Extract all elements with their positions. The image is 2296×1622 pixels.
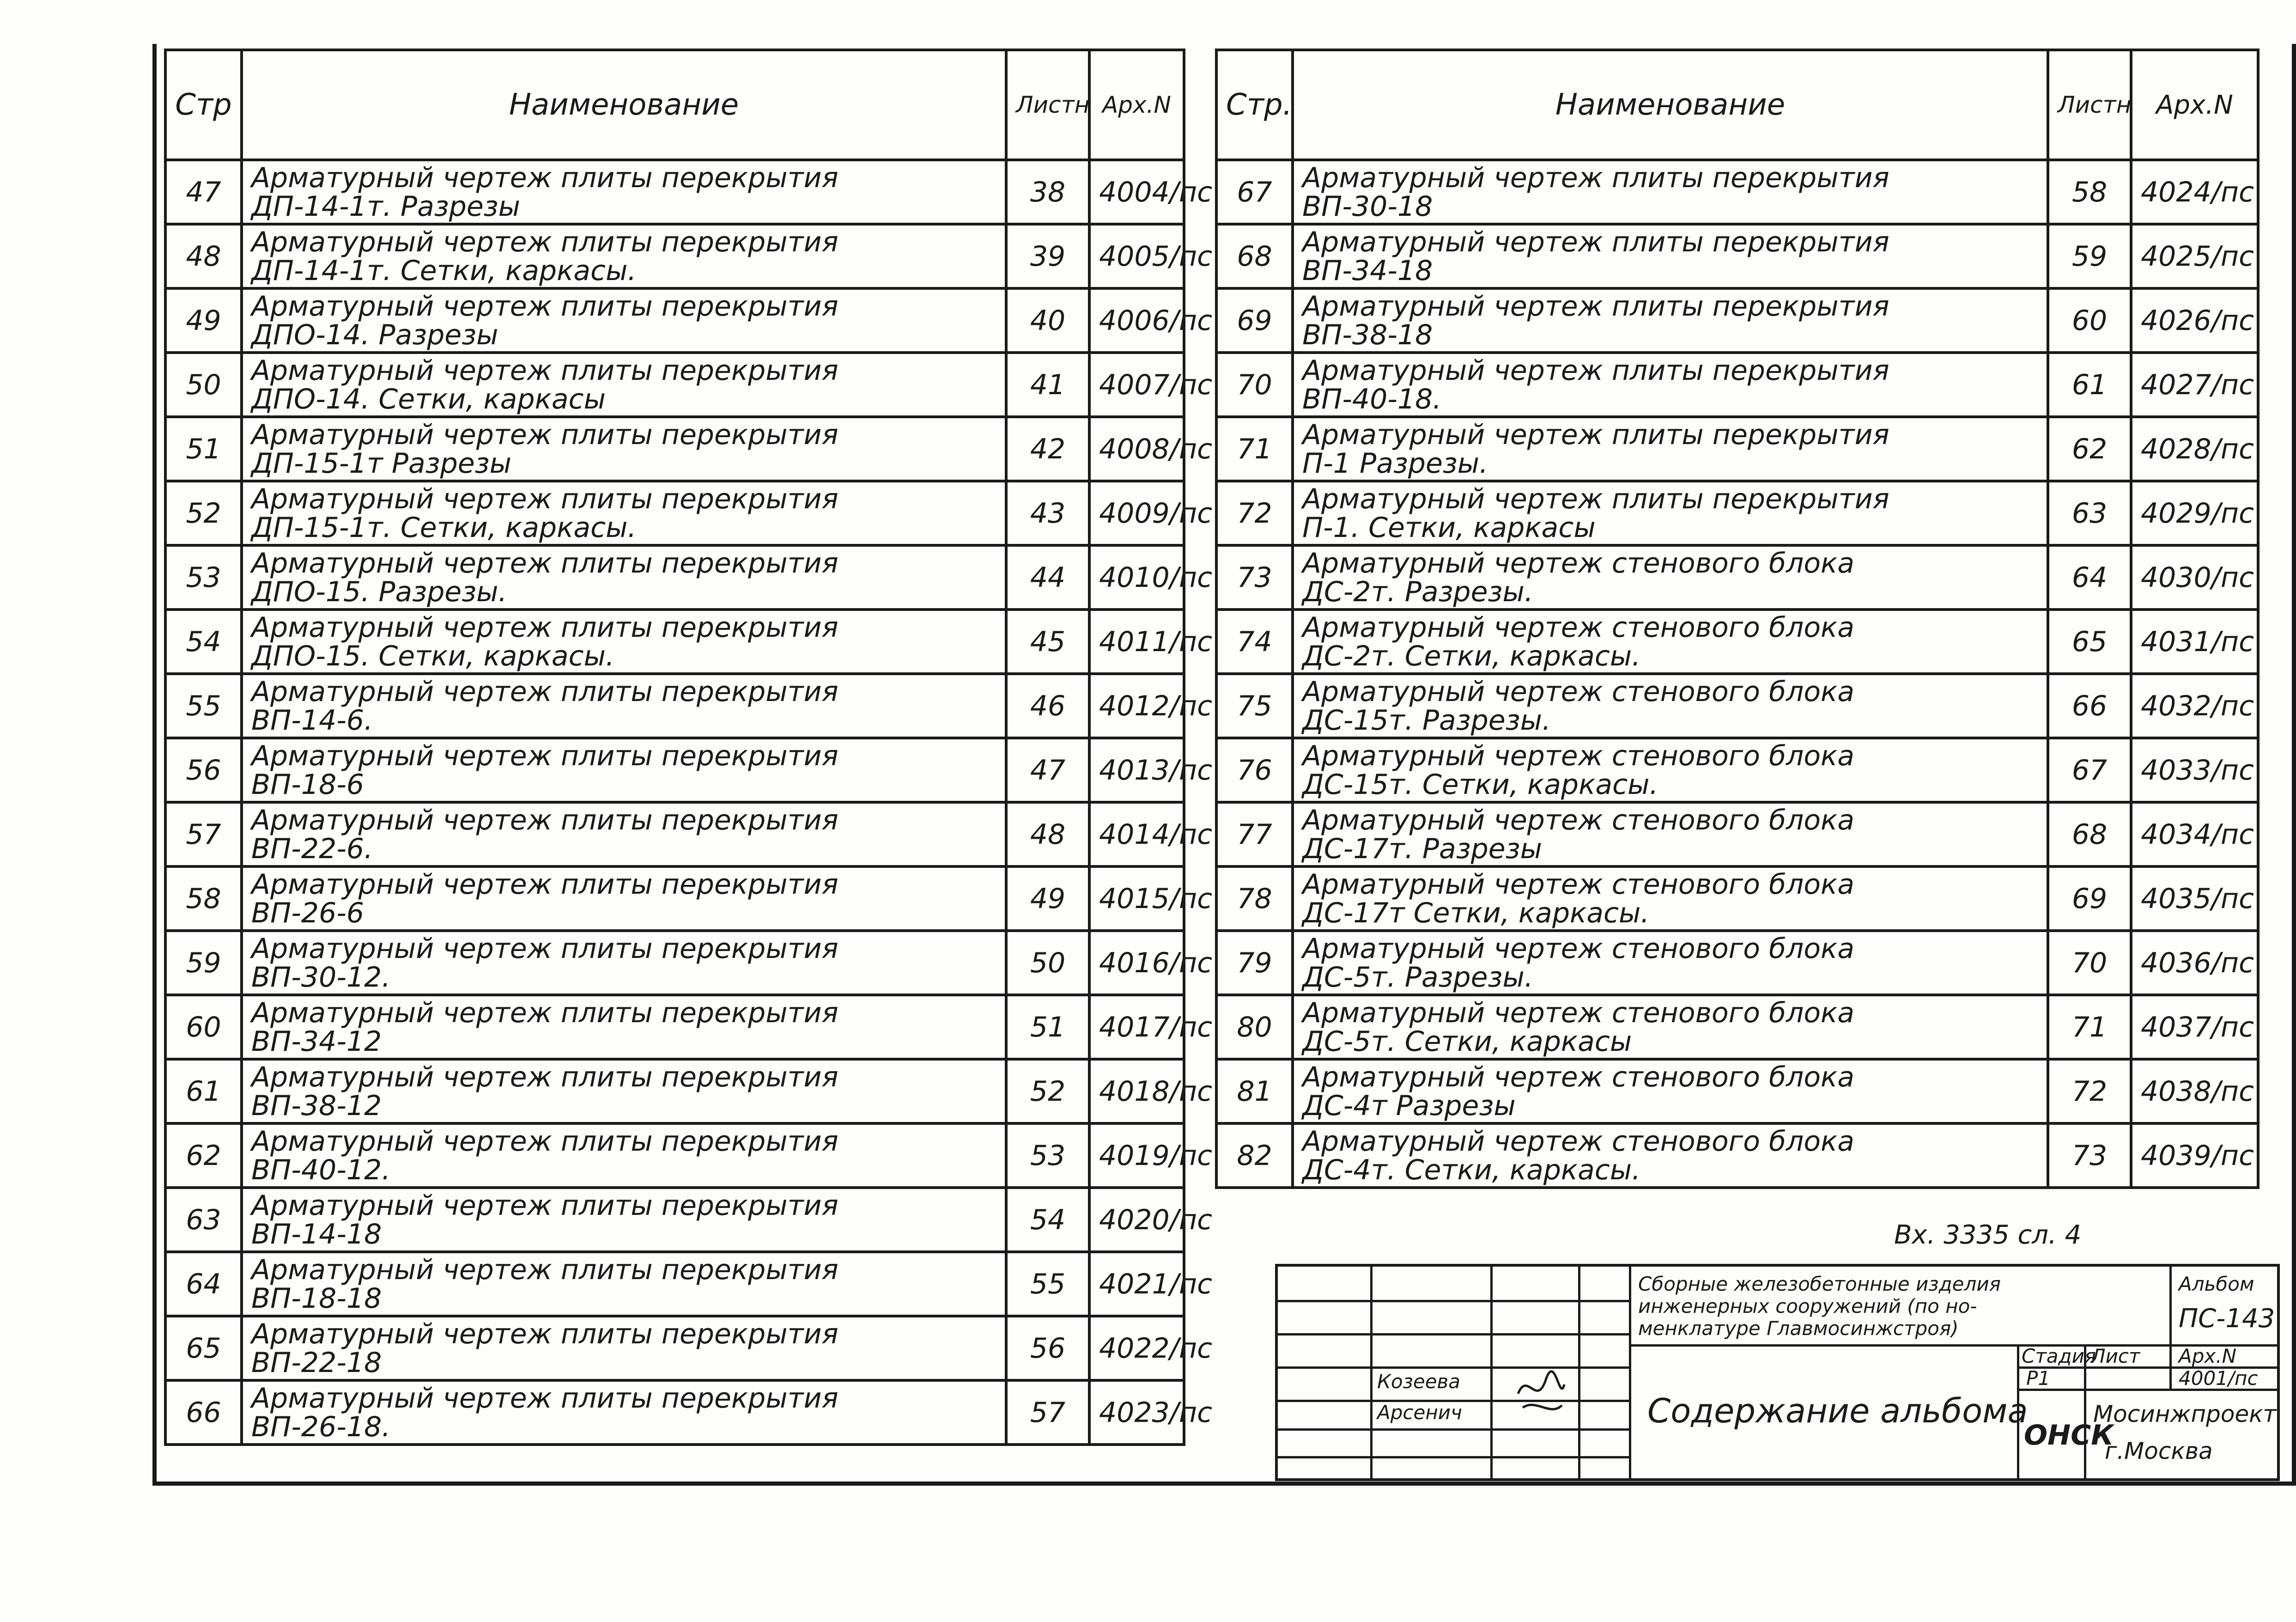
row-title-line2: ВП-26-6 (251, 896, 364, 929)
row-sheet-number: 69 (2048, 866, 2131, 931)
row-title-line1: Арматурный чертеж стенового блока (1302, 1061, 1855, 1093)
table-row (165, 866, 1184, 931)
row-sheet-number: 41 (1006, 353, 1089, 417)
contents-table-left (164, 49, 1213, 1446)
stamp-stage-label: Стадия (2022, 1345, 2096, 1367)
row-page-number: 64 (165, 1252, 242, 1316)
row-title-line2: ДС-15т. Сетки, каркасы. (1302, 768, 1658, 801)
row-title-line2: ВП-38-18 (1302, 318, 1433, 351)
row-title-line2: ДС-17т Сетки, каркасы. (1302, 896, 1650, 929)
row-title (242, 674, 1006, 738)
row-page-number: 68 (1216, 224, 1293, 288)
row-title-line1: Арматурный чертеж стенового блока (1302, 932, 1855, 965)
row-title (242, 1252, 1006, 1316)
table-row (165, 995, 1184, 1059)
row-title-line1: Арматурный чертеж плиты перекрытия (1302, 161, 1889, 194)
row-title-line1: Арматурный чертеж плиты перекрытия (251, 226, 838, 258)
row-title-line2: ВП-14-6. (251, 704, 373, 737)
row-page-number: 71 (1216, 417, 1293, 481)
row-page-number: 80 (1216, 995, 1293, 1059)
row-archive-number: 4022/пс (1089, 1316, 1184, 1380)
row-title (242, 1123, 1006, 1188)
table-row (165, 288, 1184, 353)
row-archive-number: 4026/пс (2131, 288, 2258, 353)
row-sheet-number: 56 (1006, 1316, 1089, 1380)
table-row (1216, 481, 2258, 545)
row-title (242, 866, 1006, 931)
table-row (1216, 866, 2258, 931)
header-sheet: Листн (2048, 50, 2131, 160)
row-archive-number: 4024/пс (2131, 160, 2258, 224)
row-title (1293, 1059, 2048, 1123)
stamp-stage-value: Р1 (2026, 1367, 2051, 1390)
row-title-line2: ВП-38-12 (251, 1089, 382, 1122)
row-archive-number: 4028/пс (2131, 417, 2258, 481)
row-archive-number: 4023/пс (1089, 1380, 1184, 1445)
row-title-line1: Арматурный чертеж стенового блока (1302, 1125, 1855, 1158)
table-row (1216, 160, 2258, 224)
table-row (165, 1188, 1184, 1252)
row-title-line1: Арматурный чертеж плиты перекрытия (251, 611, 838, 644)
row-title (1293, 802, 2048, 866)
row-archive-number: 4015/пс (1089, 866, 1184, 931)
row-page-number: 55 (165, 674, 242, 738)
table-header (165, 50, 1184, 160)
row-sheet-number: 67 (2048, 738, 2131, 802)
row-archive-number: 4008/пс (1089, 417, 1184, 481)
row-archive-number: 4034/пс (2131, 802, 2258, 866)
row-sheet-number: 71 (2048, 995, 2131, 1059)
row-page-number: 49 (165, 288, 242, 353)
row-title-line1: Арматурный чертеж плиты перекрытия (251, 1061, 838, 1093)
row-title (1293, 931, 2048, 995)
table-row (165, 545, 1184, 610)
table-row (165, 610, 1184, 674)
row-sheet-number: 53 (1006, 1123, 1089, 1188)
header-name: Наименование (1293, 50, 2048, 160)
table-row (1216, 224, 2258, 288)
row-title-line1: Арматурный чертеж стенового блока (1302, 804, 1855, 836)
incoming-reference-note: Вх. 3335 сл. 4 (1894, 1220, 2082, 1250)
table-row (1216, 288, 2258, 353)
row-sheet-number: 57 (1006, 1380, 1089, 1445)
row-title (242, 1380, 1006, 1445)
row-sheet-number: 62 (2048, 417, 2131, 481)
header-page: Стр (165, 50, 242, 160)
table-header (1216, 50, 2258, 160)
table-row (165, 1380, 1184, 1445)
row-archive-number: 4005/пс (1089, 224, 1184, 288)
row-archive-number: 4014/пс (1089, 802, 1184, 866)
table-row (165, 1252, 1184, 1316)
row-page-number: 60 (165, 995, 242, 1059)
row-title-line2: ДС-5т. Сетки, каркасы (1302, 1025, 1632, 1058)
row-title (242, 353, 1006, 417)
row-page-number: 51 (165, 417, 242, 481)
row-sheet-number: 68 (2048, 802, 2131, 866)
row-page-number: 69 (1216, 288, 1293, 353)
row-sheet-number: 50 (1006, 931, 1089, 995)
row-title (242, 417, 1006, 481)
row-title-line1: Арматурный чертеж плиты перекрытия (251, 354, 838, 387)
row-title (242, 481, 1006, 545)
header-name: Наименование (242, 50, 1006, 160)
row-page-number: 77 (1216, 802, 1293, 866)
row-archive-number: 4007/пс (1089, 353, 1184, 417)
row-title-line1: Арматурный чертеж плиты перекрытия (251, 932, 838, 965)
row-archive-number: 4004/пс (1089, 160, 1184, 224)
row-title (1293, 866, 2048, 931)
row-title-line1: Арматурный чертеж стенового блока (1302, 739, 1855, 772)
row-page-number: 70 (1216, 353, 1293, 417)
row-title (242, 1059, 1006, 1123)
row-title-line2: ДП-15-1т. Сетки, каркасы. (251, 511, 637, 544)
row-page-number: 52 (165, 481, 242, 545)
row-page-number: 48 (165, 224, 242, 288)
table-row (1216, 738, 2258, 802)
row-title-line2: ДПО-15. Разрезы. (251, 575, 507, 608)
row-archive-number: 4030/пс (2131, 545, 2258, 610)
row-title (1293, 160, 2048, 224)
row-archive-number: 4011/пс (1089, 610, 1184, 674)
row-sheet-number: 59 (2048, 224, 2131, 288)
row-title (1293, 288, 2048, 353)
row-title-line1: Арматурный чертеж плиты перекрытия (251, 804, 838, 836)
row-title (1293, 1123, 2048, 1188)
row-archive-number: 4006/пс (1089, 288, 1184, 353)
row-sheet-number: 46 (1006, 674, 1089, 738)
row-title-line2: ВП-22-18 (251, 1346, 382, 1379)
row-title-line2: ДП-15-1т Разрезы (251, 447, 511, 480)
row-title-line2: ВП-22-6. (251, 832, 373, 865)
table-row (165, 1316, 1184, 1380)
row-archive-number: 4039/пс (2131, 1123, 2258, 1188)
row-page-number: 78 (1216, 866, 1293, 931)
row-sheet-number: 43 (1006, 481, 1089, 545)
table-row (1216, 545, 2258, 610)
stamp-archive-label: Арх.N (2179, 1345, 2237, 1367)
row-page-number: 62 (165, 1123, 242, 1188)
row-archive-number: 4032/пс (2131, 674, 2258, 738)
row-title-line1: Арматурный чертеж плиты перекрытия (1302, 290, 1889, 323)
row-sheet-number: 61 (2048, 353, 2131, 417)
stamp-document-name: Содержание альбома (1647, 1391, 2028, 1430)
row-title-line2: ДС-2т. Разрезы. (1302, 575, 1533, 608)
row-title-line2: ДПО-14. Разрезы (251, 318, 498, 351)
row-sheet-number: 42 (1006, 417, 1089, 481)
row-archive-number: 4031/пс (2131, 610, 2258, 674)
row-title (1293, 545, 2048, 610)
row-sheet-number: 54 (1006, 1188, 1089, 1252)
table-row (165, 1059, 1184, 1123)
row-archive-number: 4021/пс (1089, 1252, 1184, 1316)
row-title-line2: ВП-18-6 (251, 768, 364, 801)
row-page-number: 53 (165, 545, 242, 610)
row-title-line2: ВП-30-12. (251, 961, 391, 994)
table-row (165, 931, 1184, 995)
row-title-line1: Арматурный чертеж плиты перекрытия (251, 1253, 838, 1286)
row-page-number: 82 (1216, 1123, 1293, 1188)
stamp-organization: Мосинжпроект (2093, 1401, 2277, 1427)
row-title-line2: ВП-18-18 (251, 1282, 382, 1315)
row-page-number: 73 (1216, 545, 1293, 610)
row-title (242, 995, 1006, 1059)
row-page-number: 81 (1216, 1059, 1293, 1123)
row-archive-number: 4020/пс (1089, 1188, 1184, 1252)
row-title-line2: ДС-4т. Сетки, каркасы. (1302, 1153, 1641, 1186)
row-page-number: 72 (1216, 481, 1293, 545)
row-title (1293, 674, 2048, 738)
table-row (165, 481, 1184, 545)
row-title (242, 288, 1006, 353)
row-title-line1: Арматурный чертеж плиты перекрытия (251, 675, 838, 708)
row-title-line2: П-1 Разрезы. (1302, 447, 1488, 480)
signature-image (1513, 1366, 1569, 1423)
row-title-line2: ВП-30-18 (1302, 190, 1433, 223)
row-page-number: 67 (1216, 160, 1293, 224)
row-title-line1: Арматурный чертеж плиты перекрытия (1302, 482, 1889, 515)
row-title-line1: Арматурный чертеж плиты перекрытия (251, 547, 838, 579)
row-archive-number: 4036/пс (2131, 931, 2258, 995)
row-sheet-number: 45 (1006, 610, 1089, 674)
row-title (1293, 738, 2048, 802)
row-title-line1: Арматурный чертеж стенового блока (1302, 868, 1855, 901)
row-sheet-number: 64 (2048, 545, 2131, 610)
row-page-number: 59 (165, 931, 242, 995)
row-sheet-number: 40 (1006, 288, 1089, 353)
row-sheet-number: 38 (1006, 160, 1089, 224)
table-row (1216, 1123, 2258, 1188)
row-sheet-number: 48 (1006, 802, 1089, 866)
stamp-album-value: ПС-143 (2179, 1304, 2275, 1334)
row-sheet-number: 60 (2048, 288, 2131, 353)
row-archive-number: 4033/пс (2131, 738, 2258, 802)
row-title-line1: Арматурный чертеж плиты перекрытия (251, 739, 838, 772)
stamp-city: г.Москва (2105, 1438, 2213, 1464)
row-title (1293, 995, 2048, 1059)
row-page-number: 75 (1216, 674, 1293, 738)
stamp-album-label: Альбом (2179, 1273, 2254, 1295)
row-sheet-number: 44 (1006, 545, 1089, 610)
row-title-line1: Арматурный чертеж плиты перекрытия (251, 1189, 838, 1222)
row-sheet-number: 70 (2048, 931, 2131, 995)
table-row (165, 1123, 1184, 1188)
row-archive-number: 4018/пс (1089, 1059, 1184, 1123)
row-page-number: 56 (165, 738, 242, 802)
row-sheet-number: 49 (1006, 866, 1089, 931)
row-title-line1: Арматурный чертеж плиты перекрытия (251, 290, 838, 323)
row-page-number: 57 (165, 802, 242, 866)
row-title (242, 1316, 1006, 1380)
row-page-number: 76 (1216, 738, 1293, 802)
row-title-line2: ДС-5т. Разрезы. (1302, 961, 1533, 994)
row-title-line2: ДПО-14. Сетки, каркасы (251, 383, 606, 415)
row-title-line1: Арматурный чертеж плиты перекрытия (251, 161, 838, 194)
row-page-number: 58 (165, 866, 242, 931)
row-archive-number: 4037/пс (2131, 995, 2258, 1059)
row-page-number: 47 (165, 160, 242, 224)
stamp-sheet-label: Лист (2091, 1345, 2140, 1367)
row-title-line2: ДС-4т Разрезы (1302, 1089, 1516, 1122)
table-row (1216, 1059, 2258, 1123)
row-title-line2: ВП-34-12 (251, 1025, 382, 1058)
row-title-line1: Арматурный чертеж стенового блока (1302, 996, 1855, 1029)
header-sheet: Листн (1006, 50, 1089, 160)
row-title-line2: ДС-17т. Разрезы (1302, 832, 1542, 865)
row-archive-number: 4013/пс (1089, 738, 1184, 802)
row-sheet-number: 52 (1006, 1059, 1089, 1123)
header-archive: Арх.N (1089, 50, 1184, 160)
stamp-archive-value: 4001/пс (2179, 1367, 2258, 1390)
table-row (165, 417, 1184, 481)
table-row (1216, 995, 2258, 1059)
row-archive-number: 4009/пс (1089, 481, 1184, 545)
row-title (242, 160, 1006, 224)
row-title-line1: Арматурный чертеж плиты перекрытия (251, 1382, 838, 1415)
row-title-line2: П-1. Сетки, каркасы (1302, 511, 1596, 544)
row-archive-number: 4038/пс (2131, 1059, 2258, 1123)
row-title-line1: Арматурный чертеж плиты перекрытия (251, 1125, 838, 1158)
row-title-line1: Арматурный чертеж стенового блока (1302, 611, 1855, 644)
stamp-project-title: Сборные железобетонные изделия инженерных сооружений (по но- менклатуре Главмосинжстроя) (1638, 1273, 2001, 1340)
row-title (1293, 417, 2048, 481)
row-title (242, 545, 1006, 610)
row-title-line2: ВП-40-12. (251, 1153, 391, 1186)
row-archive-number: 4027/пс (2131, 353, 2258, 417)
row-title-line1: Арматурный чертеж плиты перекрытия (1302, 418, 1889, 451)
row-title-line2: ВП-34-18 (1302, 254, 1433, 287)
row-title (1293, 610, 2048, 674)
table-row (1216, 674, 2258, 738)
row-title-line1: Арматурный чертеж плиты перекрытия (251, 1317, 838, 1350)
table-row (1216, 802, 2258, 866)
row-title-line2: ДС-2т. Сетки, каркасы. (1302, 640, 1641, 672)
row-page-number: 54 (165, 610, 242, 674)
row-title (242, 931, 1006, 995)
row-title-line2: ВП-40-18. (1302, 383, 1442, 415)
header-archive: Арх.N (2131, 50, 2258, 160)
row-archive-number: 4016/пс (1089, 931, 1184, 995)
table-row (1216, 610, 2258, 674)
table-row (165, 160, 1184, 224)
row-sheet-number: 39 (1006, 224, 1089, 288)
row-title (242, 610, 1006, 674)
row-title-line1: Арматурный чертеж плиты перекрытия (251, 996, 838, 1029)
row-page-number: 63 (165, 1188, 242, 1252)
row-sheet-number: 47 (1006, 738, 1089, 802)
row-archive-number: 4029/пс (2131, 481, 2258, 545)
row-page-number: 50 (165, 353, 242, 417)
stamp-name-checker: Арсенич (1377, 1401, 1462, 1424)
row-title-line2: ДС-15т. Разрезы. (1302, 704, 1551, 737)
header-page: Стр. (1216, 50, 1293, 160)
row-archive-number: 4025/пс (2131, 224, 2258, 288)
row-archive-number: 4012/пс (1089, 674, 1184, 738)
table-row (165, 674, 1184, 738)
row-page-number: 61 (165, 1059, 242, 1123)
row-sheet-number: 65 (2048, 610, 2131, 674)
row-title (242, 1188, 1006, 1252)
row-page-number: 79 (1216, 931, 1293, 995)
row-sheet-number: 55 (1006, 1252, 1089, 1316)
row-sheet-number: 73 (2048, 1123, 2131, 1188)
row-page-number: 66 (165, 1380, 242, 1445)
row-archive-number: 4019/пс (1089, 1123, 1184, 1188)
row-archive-number: 4017/пс (1089, 995, 1184, 1059)
row-sheet-number: 63 (2048, 481, 2131, 545)
row-title-line1: Арматурный чертеж плиты перекрытия (251, 482, 838, 515)
row-title (1293, 224, 2048, 288)
table-row (1216, 931, 2258, 995)
row-title-line1: Арматурный чертеж стенового блока (1302, 547, 1855, 579)
stamp-name-author: Козеева (1377, 1370, 1461, 1393)
contents-table-right (1215, 49, 2260, 1189)
row-title-line1: Арматурный чертеж плиты перекрытия (251, 418, 838, 451)
table-row (1216, 417, 2258, 481)
row-title (1293, 481, 2048, 545)
row-title-line1: Арматурный чертеж плиты перекрытия (1302, 226, 1889, 258)
table-row (1216, 353, 2258, 417)
row-page-number: 74 (1216, 610, 1293, 674)
row-sheet-number: 51 (1006, 995, 1089, 1059)
row-title (242, 224, 1006, 288)
stamp-department: ОНСК (2024, 1419, 2114, 1451)
title-block-stamp (1275, 1264, 2280, 1481)
table-row (165, 802, 1184, 866)
row-title-line2: ДП-14-1т. Разрезы (251, 190, 521, 223)
row-sheet-number: 58 (2048, 160, 2131, 224)
table-row (165, 224, 1184, 288)
row-title (242, 802, 1006, 866)
row-archive-number: 4010/пс (1089, 545, 1184, 610)
row-title-line1: Арматурный чертеж стенового блока (1302, 675, 1855, 708)
table-row (165, 353, 1184, 417)
row-sheet-number: 66 (2048, 674, 2131, 738)
row-page-number: 65 (165, 1316, 242, 1380)
row-title (242, 738, 1006, 802)
row-title-line2: ВП-14-18 (251, 1218, 382, 1250)
row-title-line1: Арматурный чертеж плиты перекрытия (251, 868, 838, 901)
row-title-line1: Арматурный чертеж плиты перекрытия (1302, 354, 1889, 387)
row-title-line2: ДП-14-1т. Сетки, каркасы. (251, 254, 637, 287)
table-row (165, 738, 1184, 802)
row-title-line2: ВП-26-18. (251, 1410, 391, 1443)
row-sheet-number: 72 (2048, 1059, 2131, 1123)
row-title (1293, 353, 2048, 417)
row-title-line2: ДПО-15. Сетки, каркасы. (251, 640, 615, 672)
row-archive-number: 4035/пс (2131, 866, 2258, 931)
